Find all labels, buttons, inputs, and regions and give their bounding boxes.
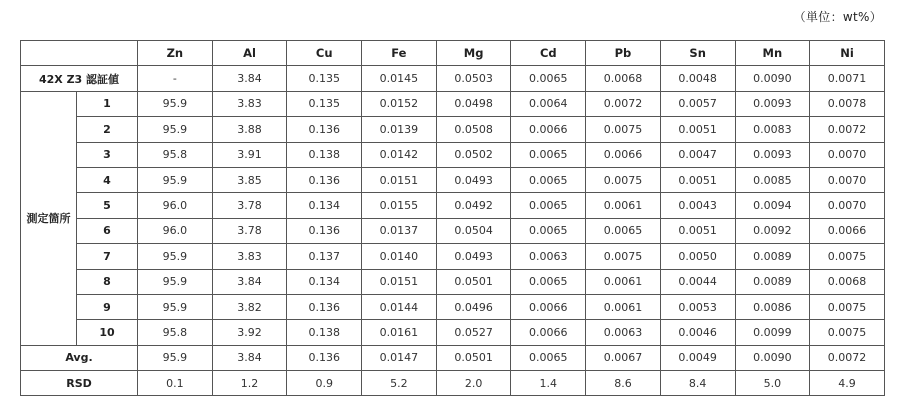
measurement-point-label: 10	[77, 320, 138, 345]
value-cell: 0.0068	[810, 269, 885, 294]
value-cell: 0.136	[287, 167, 362, 192]
value-cell: 0.0048	[660, 66, 735, 91]
value-cell: 0.0093	[735, 91, 810, 116]
value-cell: 3.88	[212, 117, 287, 142]
value-cell: 0.0065	[511, 142, 586, 167]
value-cell: 3.91	[212, 142, 287, 167]
value-cell: 0.0493	[436, 244, 511, 269]
value-cell: 0.1	[138, 371, 213, 396]
corner-cell	[21, 41, 138, 66]
measurement-row	[21, 117, 885, 142]
value-cell: 0.0142	[362, 142, 437, 167]
col-header-ni: Ni	[810, 41, 885, 66]
value-cell: 0.0057	[660, 91, 735, 116]
value-cell: 3.82	[212, 294, 287, 319]
value-cell: 96.0	[138, 218, 213, 243]
value-cell: 0.0066	[511, 320, 586, 345]
measurement-point-label: 9	[77, 294, 138, 319]
value-cell: 0.0078	[810, 91, 885, 116]
value-cell: 0.0043	[660, 193, 735, 218]
value-cell: 0.0065	[511, 193, 586, 218]
value-cell: 0.0070	[810, 142, 885, 167]
value-cell: 0.136	[287, 294, 362, 319]
value-cell: 0.0085	[735, 167, 810, 192]
value-cell: 95.9	[138, 117, 213, 142]
measurement-row	[21, 320, 885, 345]
value-cell: 0.138	[287, 320, 362, 345]
value-cell: 0.0044	[660, 269, 735, 294]
unit-note: （単位：wt%）	[793, 10, 882, 24]
value-cell: 1.2	[212, 371, 287, 396]
value-cell: 0.0501	[436, 269, 511, 294]
value-cell: 0.0501	[436, 345, 511, 370]
certified-row-label: 42X Z3 認証値	[21, 66, 138, 91]
value-cell: 0.0061	[586, 269, 661, 294]
col-header-fe: Fe	[362, 41, 437, 66]
value-cell: 3.78	[212, 218, 287, 243]
value-cell: 5.0	[735, 371, 810, 396]
value-cell: 0.0086	[735, 294, 810, 319]
value-cell: 0.0089	[735, 244, 810, 269]
value-cell: 0.0065	[511, 66, 586, 91]
value-cell: 0.0050	[660, 244, 735, 269]
col-header-al: Al	[212, 41, 287, 66]
value-cell: 1.4	[511, 371, 586, 396]
measurement-row	[21, 269, 885, 294]
value-cell: 0.0090	[735, 66, 810, 91]
measurement-row	[21, 91, 885, 116]
value-cell: 3.83	[212, 244, 287, 269]
measurement-row	[21, 244, 885, 269]
value-cell: 0.0065	[511, 167, 586, 192]
value-cell: 0.0092	[735, 218, 810, 243]
value-cell: 0.0067	[586, 345, 661, 370]
value-cell: 0.0065	[511, 345, 586, 370]
value-cell: 0.0065	[511, 269, 586, 294]
col-header-mn: Mn	[735, 41, 810, 66]
value-cell: 0.0508	[436, 117, 511, 142]
measurement-row	[21, 218, 885, 243]
value-cell: 0.9	[287, 371, 362, 396]
value-cell: 0.0072	[586, 91, 661, 116]
value-cell: 0.0151	[362, 167, 437, 192]
value-cell: 0.0066	[511, 117, 586, 142]
value-cell: 0.0066	[511, 294, 586, 319]
value-cell: 0.0064	[511, 91, 586, 116]
value-cell: 0.0051	[660, 117, 735, 142]
value-cell: 0.0047	[660, 142, 735, 167]
value-cell: 0.135	[287, 91, 362, 116]
value-cell: 0.0151	[362, 269, 437, 294]
col-header-cd: Cd	[511, 41, 586, 66]
value-cell: 0.0083	[735, 117, 810, 142]
value-cell: 3.92	[212, 320, 287, 345]
value-cell: 0.0075	[586, 244, 661, 269]
measurement-point-label: 2	[77, 117, 138, 142]
summary-row-label: Avg.	[21, 345, 138, 370]
header-row	[21, 41, 885, 66]
measurement-row	[21, 142, 885, 167]
value-cell: 0.0065	[511, 218, 586, 243]
value-cell: 8.4	[660, 371, 735, 396]
value-cell: 0.137	[287, 244, 362, 269]
value-cell: 0.134	[287, 193, 362, 218]
col-header-pb: Pb	[586, 41, 661, 66]
value-cell: 0.138	[287, 142, 362, 167]
measurement-point-label: 4	[77, 167, 138, 192]
value-cell: 3.78	[212, 193, 287, 218]
value-cell: 0.0051	[660, 218, 735, 243]
col-header-mg: Mg	[436, 41, 511, 66]
value-cell: 0.0046	[660, 320, 735, 345]
value-cell: 0.0066	[810, 218, 885, 243]
value-cell: 95.8	[138, 142, 213, 167]
value-cell: 0.0504	[436, 218, 511, 243]
value-cell: 0.0061	[586, 294, 661, 319]
value-cell: 0.0089	[735, 269, 810, 294]
value-cell: 0.0068	[586, 66, 661, 91]
col-header-cu: Cu	[287, 41, 362, 66]
certified-row	[21, 66, 885, 91]
value-cell: -	[138, 66, 213, 91]
value-cell: 3.84	[212, 345, 287, 370]
value-cell: 0.0140	[362, 244, 437, 269]
value-cell: 0.0075	[810, 320, 885, 345]
measurement-point-label: 7	[77, 244, 138, 269]
value-cell: 0.135	[287, 66, 362, 91]
value-cell: 95.9	[138, 167, 213, 192]
composition-table	[20, 40, 885, 396]
value-cell: 0.0049	[660, 345, 735, 370]
value-cell: 2.0	[436, 371, 511, 396]
value-cell: 0.0493	[436, 167, 511, 192]
value-cell: 0.0155	[362, 193, 437, 218]
value-cell: 0.0502	[436, 142, 511, 167]
value-cell: 0.0527	[436, 320, 511, 345]
value-cell: 3.85	[212, 167, 287, 192]
value-cell: 0.0070	[810, 167, 885, 192]
value-cell: 0.0051	[660, 167, 735, 192]
value-cell: 0.0144	[362, 294, 437, 319]
measurement-point-label: 6	[77, 218, 138, 243]
value-cell: 0.0137	[362, 218, 437, 243]
value-cell: 0.0063	[586, 320, 661, 345]
value-cell: 0.0066	[586, 142, 661, 167]
measurement-point-label: 3	[77, 142, 138, 167]
value-cell: 95.9	[138, 91, 213, 116]
measurement-group-label: 測定箇所	[21, 91, 77, 345]
summary-row	[21, 371, 885, 396]
value-cell: 4.9	[810, 371, 885, 396]
value-cell: 95.9	[138, 269, 213, 294]
value-cell: 0.0147	[362, 345, 437, 370]
value-cell: 0.136	[287, 218, 362, 243]
value-cell: 0.0071	[810, 66, 885, 91]
value-cell: 0.0090	[735, 345, 810, 370]
value-cell: 0.0070	[810, 193, 885, 218]
measurement-point-label: 8	[77, 269, 138, 294]
measurement-row	[21, 294, 885, 319]
value-cell: 95.9	[138, 345, 213, 370]
value-cell: 0.0093	[735, 142, 810, 167]
value-cell: 3.84	[212, 269, 287, 294]
value-cell: 96.0	[138, 193, 213, 218]
value-cell: 0.0145	[362, 66, 437, 91]
value-cell: 0.0161	[362, 320, 437, 345]
col-header-zn: Zn	[138, 41, 213, 66]
col-header-sn: Sn	[660, 41, 735, 66]
value-cell: 0.0061	[586, 193, 661, 218]
value-cell: 0.134	[287, 269, 362, 294]
value-cell: 0.0075	[586, 167, 661, 192]
measurement-point-label: 1	[77, 91, 138, 116]
value-cell: 0.0053	[660, 294, 735, 319]
value-cell: 95.8	[138, 320, 213, 345]
value-cell: 0.0065	[586, 218, 661, 243]
value-cell: 0.0492	[436, 193, 511, 218]
value-cell: 95.9	[138, 244, 213, 269]
value-cell: 95.9	[138, 294, 213, 319]
value-cell: 5.2	[362, 371, 437, 396]
value-cell: 0.0075	[810, 244, 885, 269]
value-cell: 3.83	[212, 91, 287, 116]
summary-row-label: RSD	[21, 371, 138, 396]
value-cell: 0.0072	[810, 117, 885, 142]
value-cell: 0.136	[287, 345, 362, 370]
value-cell: 0.0075	[810, 294, 885, 319]
value-cell: 0.0099	[735, 320, 810, 345]
value-cell: 0.0063	[511, 244, 586, 269]
value-cell: 0.0072	[810, 345, 885, 370]
summary-row	[21, 345, 885, 370]
measurement-row	[21, 193, 885, 218]
value-cell: 3.84	[212, 66, 287, 91]
table-body	[21, 66, 885, 396]
measurement-row	[21, 167, 885, 192]
value-cell: 0.0496	[436, 294, 511, 319]
value-cell: 0.0139	[362, 117, 437, 142]
value-cell: 0.0094	[735, 193, 810, 218]
value-cell: 0.136	[287, 117, 362, 142]
value-cell: 8.6	[586, 371, 661, 396]
measurement-point-label: 5	[77, 193, 138, 218]
value-cell: 0.0503	[436, 66, 511, 91]
value-cell: 0.0498	[436, 91, 511, 116]
value-cell: 0.0075	[586, 117, 661, 142]
value-cell: 0.0152	[362, 91, 437, 116]
